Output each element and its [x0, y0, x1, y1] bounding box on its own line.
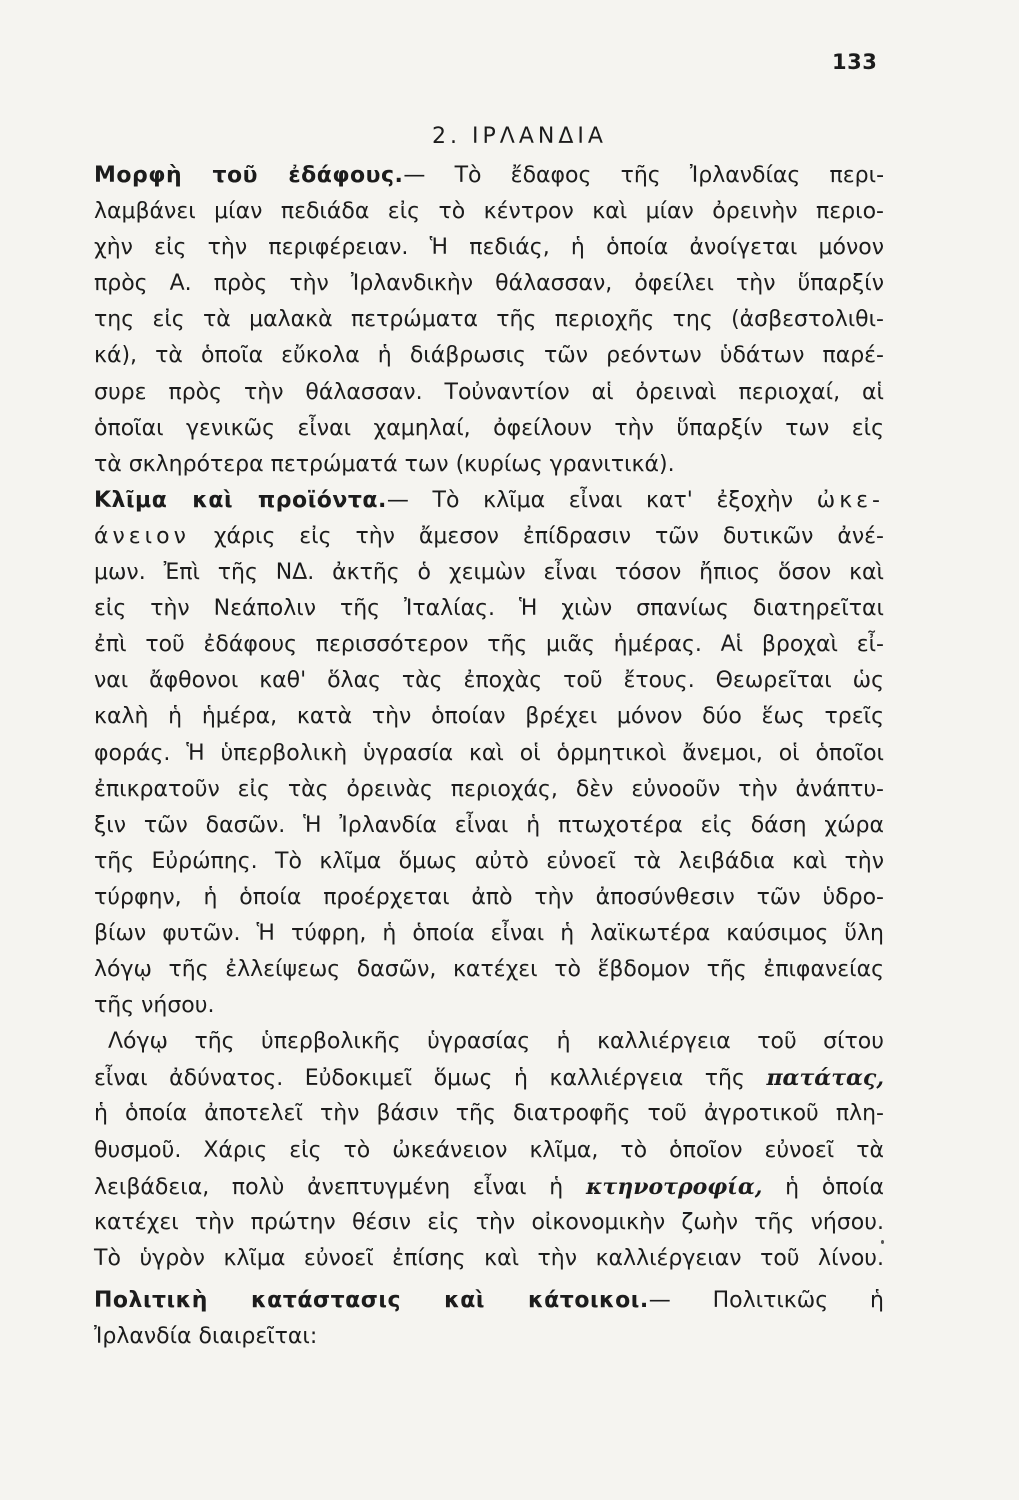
paragraph-line: της εἰς τὰ μαλακὰ πετρώματα τῆς περιοχῆς της (ἀσβεστολιθι-: [94, 307, 884, 333]
paragraph-line: τύρφην, ἡ ὁποία προέρχεται ἀπὸ τὴν ἀποσύνθεσιν τῶν ὑδρο-: [94, 884, 884, 910]
paragraph-line: [94, 1283, 884, 1319]
spaced-word: άνειον: [94, 523, 190, 549]
paragraph-line: [94, 519, 884, 555]
paragraph-line: ἡ ὁποία ἀποτελεῖ τὴν βάσιν τῆς διατροφῆς τοῦ ἀγροτικοῦ πλη-: [94, 1101, 884, 1127]
paragraph-text: εἶναι ἀδύνατος. Εὐδοκιμεῖ ὅμως ἡ καλλιέργεια τῆς: [94, 1066, 745, 1092]
paragraph-line: κατέχει τὴν πρώτην θέσιν εἰς τὴν οἰκονομικὴν ζωὴν τῆς νήσου.: [94, 1209, 884, 1235]
paragraph-line: πρὸς Α. πρὸς τὴν Ἰρλανδικὴν θάλασσαν, ὀφείλει τὴν ὕπαρξίν: [94, 271, 884, 297]
page-number: 133: [832, 50, 878, 74]
paragraph-line: τὰ σκληρότερα πετρώματά των (κυρίως γρανιτικά).: [94, 451, 675, 477]
paragraph-line: θυσμοῦ. Χάρις εἰς τὸ ὠκεάνειον κλῖμα, τὸ ὁποῖον εὐνοεῖ τὰ: [94, 1137, 884, 1163]
paragraph-text: — Πολιτικῶς ἡ: [648, 1287, 884, 1313]
paragraph-line: ὁποῖαι γενικῶς εἶναι χαμηλαί, ὀφείλουν τὴν ὕπαρξίν των εἰς: [94, 415, 884, 441]
paragraph-line: Λόγῳ τῆς ὑπερβολικῆς ὑγρασίας ἡ καλλιέργεια τοῦ σίτου: [108, 1029, 884, 1055]
paragraph-line: λαμβάνει μίαν πεδιάδα εἰς τὸ κέντρον καὶ μίαν ὀρεινὴν περιο-: [94, 199, 884, 225]
section-heading-relief: Μορφὴ τοῦ ἐδάφους.: [94, 163, 404, 188]
spaced-word: ὠκε-: [816, 487, 884, 513]
emphasized-term: κτηνοτροφία,: [585, 1173, 763, 1200]
paragraph-line: Ἰρλανδία διαιρεῖται:: [94, 1324, 318, 1349]
paragraph-line: [94, 158, 884, 194]
paragraph-line: Τὸ ὑγρὸν κλῖμα εὐνοεῖ ἐπίσης καὶ τὴν καλλιέργειαν τοῦ λίνου.: [94, 1245, 884, 1271]
paragraph-line: [94, 483, 884, 519]
paragraph-line: εἰς τὴν Νεάπολιν τῆς Ἰταλίας. Ἡ χιὼν σπανίως διατηρεῖται: [94, 596, 884, 622]
body-text: [94, 158, 884, 1355]
paragraph-line: τῆς νήσου.: [94, 993, 215, 1019]
paragraph-line: ἐπικρατοῦν εἰς τὰς ὀρεινὰς περιοχάς, δὲν εὐνοοῦν τὴν ἀνάπτυ-: [94, 776, 884, 802]
paragraph-line: τῆς Εὐρώπης. Τὸ κλῖμα ὅμως αὐτὸ εὐνοεῖ τὰ λειβάδια καὶ τὴν: [94, 848, 884, 874]
paragraph-line: [94, 1169, 884, 1205]
paragraph-line: ἐπὶ τοῦ ἐδάφους περισσότερον τῆς μιᾶς ἡμέρας. Αἱ βροχαὶ εἶ-: [94, 632, 884, 658]
paragraph-line: φοράς. Ἡ ὑπερβολικὴ ὑγρασία καὶ οἱ ὁρμητικοὶ ἄνεμοι, οἱ ὁποῖοι: [94, 740, 884, 766]
chapter-title: 2. ΙΡΛΑΝΔΙΑ: [432, 124, 607, 149]
paragraph-text: — Τὸ κλῖμα εἶναι κατ' ἐξοχὴν: [386, 487, 794, 513]
paragraph-line: βίων φυτῶν. Ἡ τύφρη, ἡ ὁποία εἶναι ἡ λαϊκωτέρα καύσιμος ὕλη: [94, 920, 884, 946]
section-heading-climate: Κλῖμα καὶ προϊόντα.: [94, 487, 387, 513]
paper-speck: [881, 1240, 884, 1244]
emphasized-term: πατάτας,: [766, 1065, 884, 1092]
paragraph-line: συρε πρὸς τὴν θάλασσαν. Τοὐναντίον αἱ ὀρειναὶ περιοχαί, αἱ: [94, 379, 884, 405]
paragraph-text: χάρις εἰς τὴν ἄμεσον ἐπίδρασιν τῶν δυτικῶν ἀνέ-: [213, 523, 884, 549]
paragraph-text: λειβάδεια, πολὺ ἀνεπτυγμένη εἶναι ἡ: [94, 1174, 564, 1200]
paragraph-line: καλὴ ἡ ἡμέρα, κατὰ τὴν ὁποίαν βρέχει μόνον δύο ἕως τρεῖς: [94, 704, 884, 730]
paragraph-text: ἡ ὁποία: [785, 1174, 884, 1200]
paragraph-line: χὴν εἰς τὴν περιφέρειαν. Ἡ πεδιάς, ἡ ὁποία ἀνοίγεται μόνον: [94, 235, 884, 261]
paragraph-line: ναι ἄφθονοι καθ' ὅλας τὰς ἐποχὰς τοῦ ἔτους. Θεωρεῖται ὡς: [94, 668, 884, 694]
section-heading-politics: Πολιτικὴ κατάστασις καὶ κάτοικοι.: [94, 1287, 649, 1313]
paragraph-line: ξιν τῶν δασῶν. Ἡ Ἰρλανδία εἶναι ἡ πτωχοτέρα εἰς δάση χώρα: [94, 812, 884, 838]
paragraph-line: λόγῳ τῆς ἐλλείψεως δασῶν, κατέχει τὸ ἕβδομον τῆς ἐπιφανείας: [94, 957, 884, 983]
paragraph-text: — Τὸ ἔδαφος τῆς Ἰρλανδίας περι-: [403, 163, 885, 188]
paragraph-line: μων. Ἐπὶ τῆς ΝΔ. ἀκτῆς ὁ χειμὼν εἶναι τόσον ἤπιος ὅσον καὶ: [94, 560, 884, 586]
paragraph-line: κά), τὰ ὁποῖα εὔκολα ἡ διάβρωσις τῶν ρεόντων ὑδάτων παρέ-: [94, 343, 884, 369]
paragraph-line: [94, 1060, 884, 1096]
